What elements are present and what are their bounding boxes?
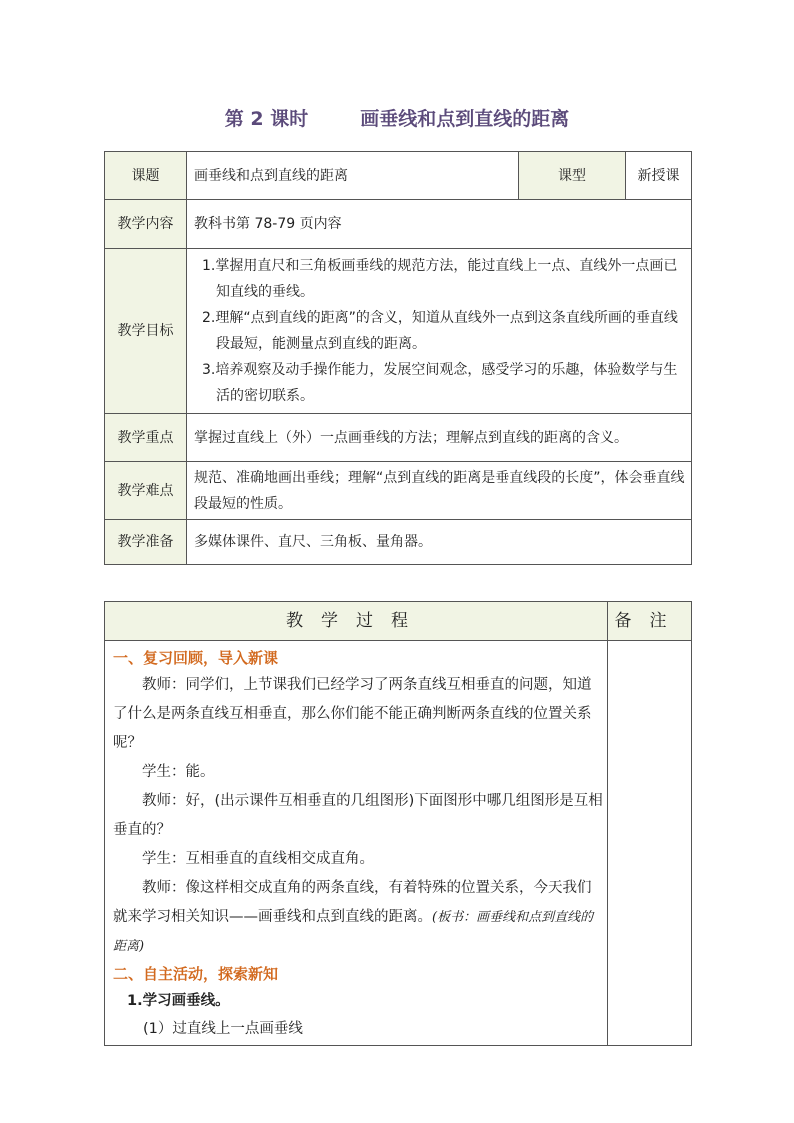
board-note: (板书：画垂线和点到直线的距离)	[113, 910, 594, 954]
content-row	[105, 200, 692, 249]
paragraph-text: 教师：像这样相交成直角的两条直线，有着特殊的位置关系，今天我们就来学习相关知识——画垂线和点到直线的距离。	[113, 880, 592, 925]
content-label: 教学内容	[105, 200, 187, 249]
topic-row	[105, 152, 692, 200]
process-head-label: 教学过程	[105, 602, 608, 641]
page-title	[0, 104, 794, 134]
goal-item: 2.理解“点到直线的距离”的含义，知道从直线外一点到这条直线所画的垂直线段最短，能测量点到直线的距离。	[202, 310, 678, 352]
type-label: 课型	[519, 152, 626, 200]
subheading: 1.学习画垂线。	[127, 993, 230, 1009]
difficult-value: 规范、准确地画出垂线；理解“点到直线的距离是垂直线段的长度”，体会垂直线段最短的性质。	[187, 462, 692, 520]
process-body-row	[105, 641, 692, 1046]
prep-value: 多媒体课件、直尺、三角板、量角器。	[187, 520, 692, 565]
key-value: 掌握过直线上（外）一点画垂线的方法；理解点到直线的距离的含义。	[187, 414, 692, 462]
topic-value: 画垂线和点到直线的距离	[187, 152, 519, 200]
key-label: 教学重点	[105, 414, 187, 462]
note-head-label: 备注	[608, 602, 692, 641]
prep-label: 教学准备	[105, 520, 187, 565]
topic-label: 课题	[105, 152, 187, 200]
paragraph: 教师：好，(出示课件互相垂直的几组图形)下面图形中哪几组图形是互相垂直的？	[113, 793, 603, 838]
section-heading: 一、复习回顾，导入新课	[113, 649, 279, 667]
goal-row	[105, 249, 692, 414]
paragraph: 教师：同学们，上节课我们已经学习了两条直线互相垂直的问题，知道了什么是两条直线互相垂直，那么你们能不能正确判断两条直线的位置关系呢？	[113, 677, 592, 751]
paragraph: 学生：能。	[142, 764, 215, 780]
paragraph: 学生：互相垂直的直线相交成直角。	[142, 851, 374, 867]
goal-item: 3.培养观察及动手操作能力，发展空间观念，感受学习的乐趣，体验数学与生活的密切联系。	[202, 362, 678, 404]
lesson-name: 画垂线和点到直线的距离	[360, 108, 570, 130]
teaching-process-table	[104, 601, 692, 1046]
subheading: (1）过直线上一点画垂线	[143, 1021, 303, 1037]
type-value: 新授课	[626, 152, 692, 200]
process-body	[105, 641, 608, 1046]
goal-list	[187, 249, 692, 414]
goal-label: 教学目标	[105, 249, 187, 414]
paragraph	[113, 874, 603, 961]
lesson-number: 第 2 课时	[224, 108, 309, 130]
section-heading: 二、自主活动，探索新知	[113, 965, 279, 983]
content-value: 教科书第 78-79 页内容	[187, 200, 692, 249]
prep-row	[105, 520, 692, 565]
difficult-row	[105, 462, 692, 520]
lesson-info-table	[104, 151, 692, 565]
goal-item: 1.掌握用直尺和三角板画垂线的规范方法，能过直线上一点、直线外一点画已知直线的垂线。	[202, 258, 678, 300]
difficult-label: 教学难点	[105, 462, 187, 520]
process-header-row	[105, 602, 692, 641]
key-row	[105, 414, 692, 462]
note-column	[608, 641, 692, 1046]
